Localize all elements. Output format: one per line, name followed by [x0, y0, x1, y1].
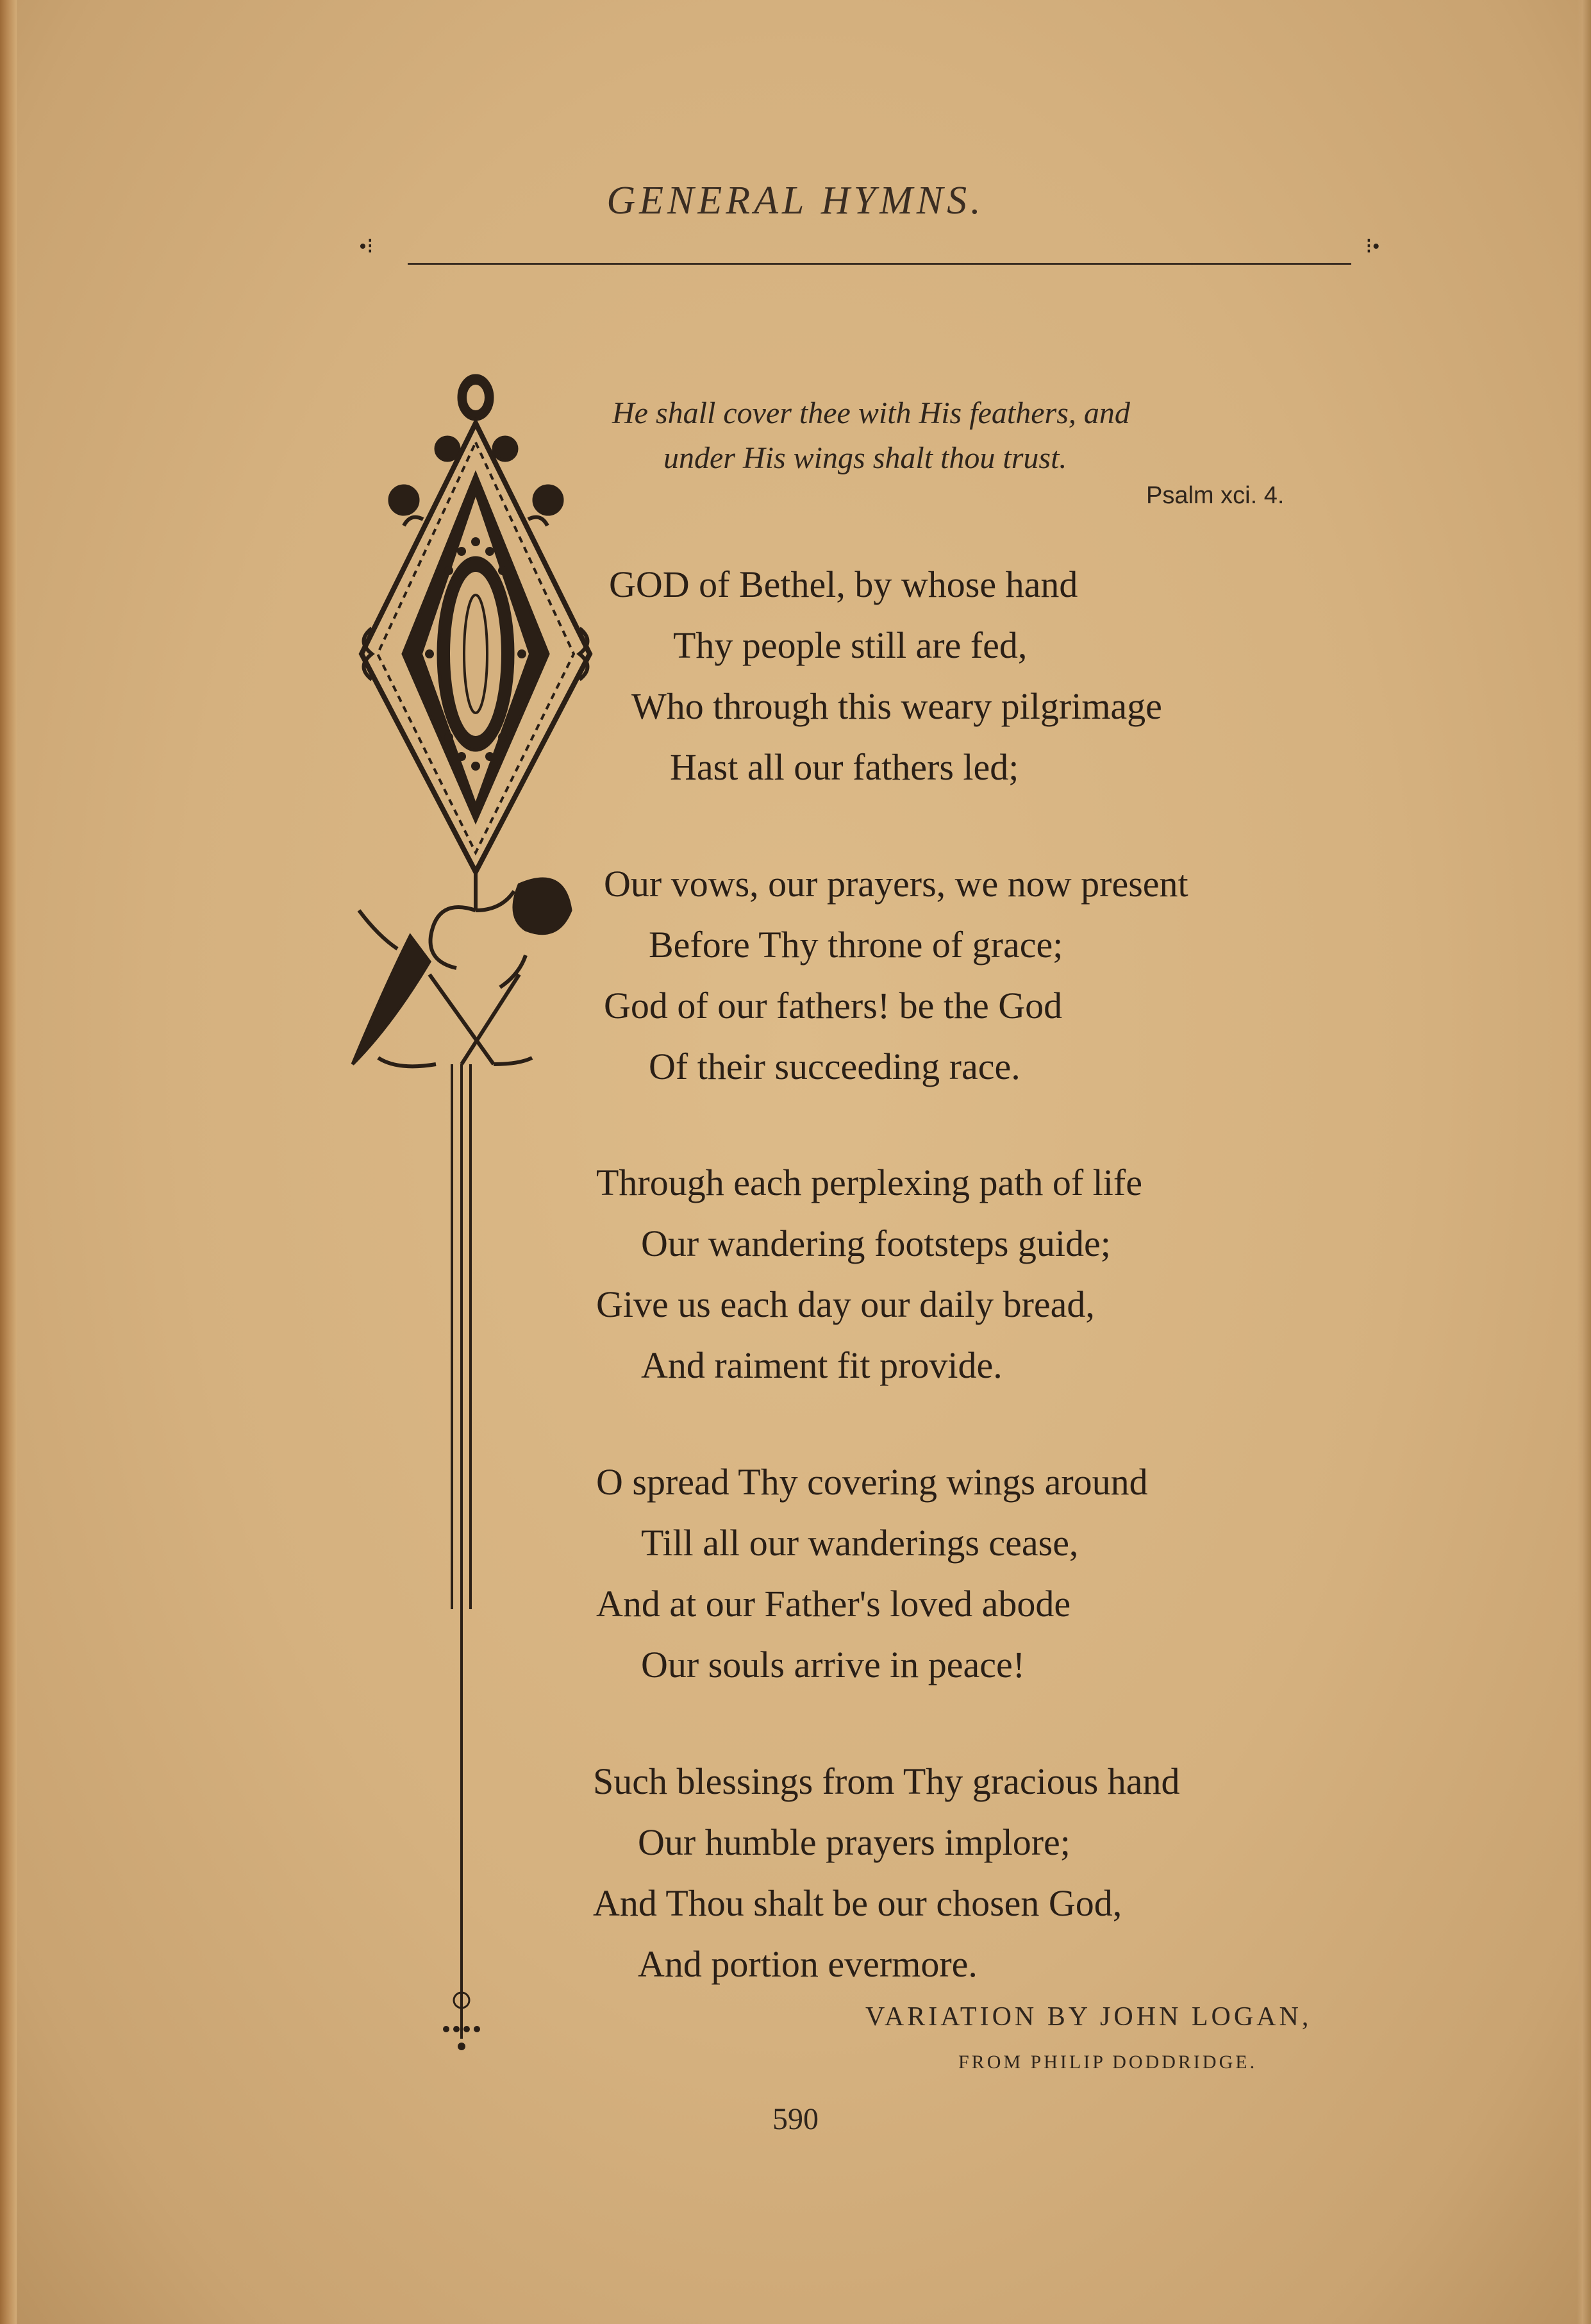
stanza-3 [596, 1152, 1142, 1396]
verse-line: Thy people still are fed, [673, 624, 1028, 666]
page-number: 590 [772, 2102, 819, 2136]
running-head: GENERAL HYMNS. [606, 179, 985, 222]
stanza-5 [593, 1751, 1180, 1994]
epigraph-reference: Psalm xci. 4. [1146, 482, 1285, 509]
verse-line: Our souls arrive in peace! [641, 1644, 1026, 1685]
verse-line: And raiment fit provide. [641, 1344, 1003, 1386]
verse-line: And at our Father's loved abode [596, 1583, 1071, 1625]
verse-line: Such blessings from Thy gracious hand [593, 1760, 1180, 1802]
verse-line: God of our fathers! be the God [604, 985, 1063, 1026]
verse-line: Of their succeeding race. [649, 1046, 1020, 1087]
stanza-2 [604, 853, 1188, 1097]
verse-line: Till all our wanderings cease, [641, 1522, 1079, 1564]
verse-line: O spread Thy covering wings around [596, 1461, 1148, 1503]
verse-line: Through each perplexing path of life [596, 1162, 1142, 1203]
verse-line: Our vows, our prayers, we now present [604, 863, 1188, 905]
verse-line: GOD of Bethel, by whose hand [609, 564, 1078, 605]
verse-line: And Thou shalt be our chosen God, [593, 1882, 1122, 1924]
epigraph [612, 391, 1130, 481]
verse-line: Before Thy throne of grace; [649, 924, 1063, 966]
epigraph-line: He shall cover thee with His feathers, and [612, 396, 1130, 430]
verse-line: Our humble prayers implore; [638, 1821, 1070, 1863]
stanza-1 [609, 554, 1162, 798]
hymn-attribution: VARIATION BY JOHN LOGAN, [865, 2002, 1312, 2032]
verse-line: And portion evermore. [638, 1943, 978, 1985]
verse-line: Give us each day our daily bread, [596, 1283, 1095, 1325]
hymn-attribution-source: FROM PHILIP DODDRIDGE. [958, 2052, 1258, 2073]
verse-line: Our wandering footsteps guide; [641, 1223, 1111, 1264]
stanza-4 [596, 1451, 1148, 1695]
rule-right-ornament-icon: ⁝• [1365, 235, 1380, 258]
verse-line: Hast all our fathers led; [670, 746, 1019, 788]
rule-left-ornament-icon: •⁝ [359, 235, 374, 258]
page-spine-edge [0, 0, 17, 2324]
decorative-ornament-icon [333, 359, 603, 2064]
epigraph-line: under His wings shalt thou trust. [663, 441, 1067, 475]
header-rule [408, 263, 1351, 265]
verse-line: Who through this weary pilgrimage [631, 685, 1162, 727]
page-right-edge [1577, 0, 1591, 2324]
